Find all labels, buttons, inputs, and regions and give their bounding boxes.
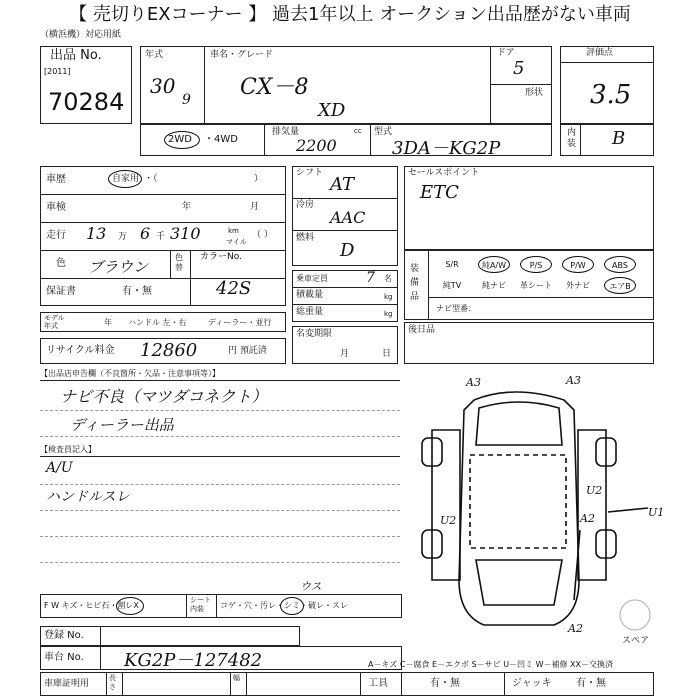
aircon-value: AAC — [330, 208, 366, 227]
load-label: 積載量 — [296, 290, 324, 300]
year-label: 年式 — [145, 50, 164, 60]
model-year-dealer: ディーラー・並行 — [208, 318, 272, 327]
fw-label: F W キズ・ヒビ石・割レX — [44, 601, 139, 610]
name-label: 車名・グレード — [210, 50, 274, 60]
car-name: CX－8 — [240, 75, 309, 100]
aircon-label: 冷房 — [296, 200, 315, 210]
equipment-item: 革シート — [520, 281, 552, 290]
displacement-value: 2200 — [296, 136, 337, 155]
warranty-label: 保証書 — [46, 286, 76, 297]
check-circle-2 — [280, 597, 304, 615]
diag-u2-right: U2 — [586, 484, 603, 497]
inspection-year: 年 — [182, 202, 192, 212]
diag-u2-left: U2 — [440, 514, 457, 527]
model-year-handle: ハンドル 左・右 — [128, 318, 187, 327]
sales-value: ETC — [420, 182, 459, 203]
car-trunk — [476, 560, 562, 605]
cert-width: 幅 — [233, 674, 240, 682]
mileage-man: 万 — [118, 232, 128, 242]
interior-label: 内装 — [567, 128, 577, 149]
history-close: ） — [254, 174, 264, 184]
interior-items: コゲ・穴・汚レ・シミ・破レ・スレ — [220, 601, 348, 610]
equipment-item: S/R — [445, 260, 459, 269]
remarks-label: 【出品店申告欄（不良箇所・欠品・注意事項等）】 — [40, 369, 220, 378]
equipment-item: エアB — [604, 277, 636, 294]
year-value: 30 — [150, 74, 176, 98]
equipment-item: ABS — [604, 256, 636, 273]
capacity-label: 乗車定員 — [296, 274, 328, 283]
diag-u1: U1 — [648, 506, 665, 519]
doors-value: 5 — [513, 58, 525, 79]
jack-label: ジャッキ — [512, 678, 552, 689]
jack-value: 有・無 — [576, 678, 606, 689]
color-code: 42S — [216, 278, 252, 299]
weight-label: 総重量 — [296, 307, 324, 317]
inspection-label: 車検 — [46, 202, 66, 213]
model-year-label: モデル年式 — [44, 314, 65, 330]
tools-value: 有・無 — [430, 678, 460, 689]
after-install-label: 後日品 — [408, 325, 436, 335]
navi-card-label: ナビ型番： — [436, 304, 476, 313]
model-label: 型式 — [374, 127, 393, 137]
name-change-day: 日 — [382, 349, 392, 359]
cert-box — [40, 672, 402, 696]
mileage-v2: 6 — [140, 224, 151, 243]
model-year-year: 年 — [104, 318, 112, 327]
registration-label: 登録 No. — [44, 630, 84, 641]
score-label: 評価点 — [586, 48, 614, 58]
cert-label: 車庫証明用 — [44, 679, 90, 689]
cert-long: 長さ — [109, 674, 116, 691]
diag-a2-right: A2 — [580, 512, 595, 525]
shift-label: シフト — [296, 168, 324, 178]
color-label: 色 — [56, 258, 66, 269]
drive-4wd: ・4WD — [204, 134, 238, 145]
color-value: ブラウン — [88, 258, 149, 276]
lot-number: 70284 — [48, 88, 125, 116]
recycle-value: 12860 — [140, 340, 198, 361]
remarks-line-1: ナビ不良（マツダコネクト） — [60, 387, 268, 406]
spare-tire-icon — [620, 600, 650, 630]
equipment-item: 純A/W — [478, 256, 510, 273]
history-own: 自家用 — [112, 174, 140, 184]
mileage-v3: 310 — [170, 224, 201, 243]
car-roof — [470, 455, 566, 548]
remarks-line-2: ディーラー出品 — [70, 416, 174, 434]
mileage-mile: マイル — [226, 238, 247, 246]
capacity-value: 7 — [366, 270, 375, 286]
history-label: 車歴 — [46, 174, 66, 185]
equipment-item: 外ナビ — [566, 281, 590, 290]
banner-title: 【 売切りEXコーナー 】 過去1年以上 オークション出品歴がない車両 — [69, 4, 631, 25]
name-change-label: 名変期限 — [296, 329, 333, 339]
color-change-label: 色替 — [175, 253, 183, 272]
equipment-item: 純ナビ — [482, 281, 506, 290]
form-note: （横浜機）対応用紙 — [40, 30, 122, 40]
tools-label: 工具 — [368, 678, 388, 689]
car-hood — [476, 402, 562, 445]
shift-value: AT — [330, 174, 355, 195]
inspection-month: 月 — [250, 202, 260, 212]
equipment-item: P/S — [520, 256, 552, 273]
fuel-value: D — [340, 240, 355, 261]
score-value: 3.5 — [590, 80, 632, 110]
displacement-label: 排気量 — [272, 127, 300, 137]
inspector-label: 【検査員記入】 — [40, 445, 96, 454]
sales-label: セールスポイント — [408, 168, 480, 178]
capacity-unit: 名 — [384, 274, 392, 283]
inspector-line-2: ハンドルスレ — [46, 489, 130, 505]
chassis-label: 車台 No. — [44, 652, 84, 663]
equipment-item: 純TV — [442, 281, 462, 290]
check-circle-1 — [116, 597, 144, 615]
chassis-value: KG2P－127482 — [124, 650, 263, 671]
weight-unit: kg — [384, 310, 393, 318]
mileage-v1: 13 — [86, 224, 107, 243]
recycle-unit: 円 預託済 — [228, 346, 267, 356]
mileage-km: km — [228, 227, 239, 235]
history-other: ・（ — [144, 174, 158, 184]
diag-a3-left: A3 — [466, 376, 481, 389]
recycle-label: リサイクル料金 — [46, 345, 115, 356]
model-value: 3DA－KG2P — [392, 138, 501, 159]
color-code-label: カラーNo. — [200, 252, 242, 262]
seat-label: シート内装 — [190, 596, 211, 613]
spare-label: スペア — [622, 636, 650, 646]
mileage-sen: 千 — [156, 232, 166, 242]
interior-value: B — [612, 128, 626, 149]
warranty-value: 有・無 — [122, 286, 152, 297]
doors-label: ドア — [497, 48, 515, 58]
car-grade: XD — [318, 100, 346, 121]
lot-tag: [2011] — [44, 67, 71, 76]
interior-annotation: ウス — [300, 580, 322, 593]
leader-u1 — [608, 508, 648, 512]
after-install-box — [404, 322, 654, 364]
equipment-item: P/W — [562, 256, 594, 273]
fuel-label: 燃料 — [296, 233, 315, 243]
mileage-label: 走行 — [46, 230, 66, 241]
inspector-line-1: A/U — [46, 460, 73, 476]
month-value: 9 — [182, 92, 191, 108]
shape-label: 形状 — [525, 88, 544, 98]
diag-a2-bottom: A2 — [568, 622, 583, 635]
load-unit: kg — [384, 293, 393, 301]
name-change-month: 月 — [340, 349, 350, 359]
cc-label: cc — [354, 127, 362, 135]
diag-a3-right: A3 — [566, 374, 581, 387]
equipment-label: 装備品 — [410, 264, 420, 302]
mileage-paren: （ ） — [252, 230, 273, 240]
drive-2wd: 2WD — [168, 134, 192, 145]
lot-label: 出品 No. — [50, 48, 102, 63]
damage-legend: A－キズ C－腐食 E－エクボ S－サビ U－凹ミ W－補修 XX－交換済 — [368, 660, 614, 669]
tools-box — [360, 672, 654, 696]
